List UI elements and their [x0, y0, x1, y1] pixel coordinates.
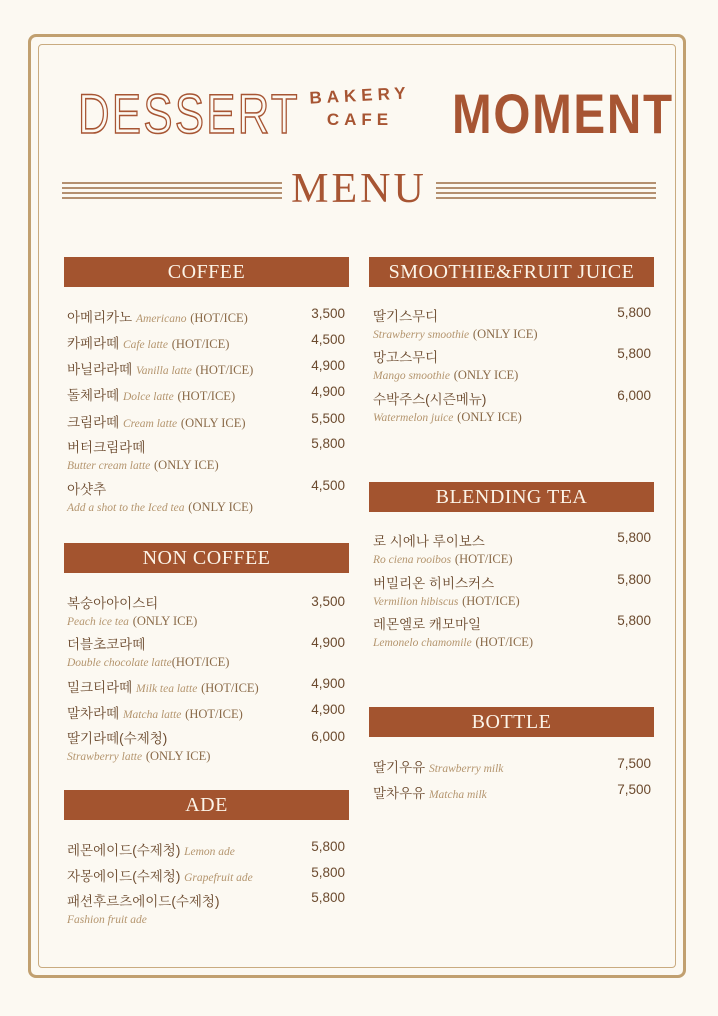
- title-rule-right: [436, 182, 656, 202]
- title-rule-left: [62, 182, 282, 202]
- menu-price: 4,900: [311, 635, 345, 650]
- menu-item: 바닐라라떼 Vanilla latte (HOT/ICE): [67, 362, 254, 377]
- menu-item: 버터크림라떼 Butter cream latte (ONLY ICE): [67, 440, 219, 472]
- menu-item: 복숭아아이스티 Peach ice tea (ONLY ICE): [67, 596, 198, 628]
- menu-price: 5,800: [311, 839, 345, 854]
- section-noncoffee-header: NON COFFEE: [64, 543, 349, 573]
- menu-item: 망고스무디 Mango smoothie (ONLY ICE): [373, 350, 519, 382]
- menu-item: 수박주스(시즌메뉴) Watermelon juice (ONLY ICE): [373, 392, 522, 424]
- menu-item: 돌체라떼 Dolce latte (HOT/ICE): [67, 388, 236, 403]
- menu-item: 딸기우유 Strawberry milk: [373, 760, 504, 775]
- menu-price: 4,500: [311, 478, 345, 493]
- menu-item: 로 시에나 루이보스 Ro ciena rooibos (HOT/ICE): [373, 534, 513, 566]
- menu-price: 5,800: [617, 346, 651, 361]
- menu-price: 5,500: [311, 411, 345, 426]
- menu-item: 아샷추 Add a shot to the Iced tea (ONLY ICE): [67, 482, 253, 514]
- menu-price: 5,800: [617, 530, 651, 545]
- menu-item: 버밀리온 히비스커스 Vermilion hibiscus (HOT/ICE): [373, 576, 520, 608]
- menu-price: 6,000: [311, 729, 345, 744]
- menu-price: 6,000: [617, 388, 651, 403]
- brand-bakery-cafe: [308, 83, 412, 130]
- menu-item: 카페라떼 Cafe latte (HOT/ICE): [67, 336, 230, 351]
- menu-item: 아메리카노 Americano (HOT/ICE): [67, 310, 248, 325]
- brand-moment: MOMENT: [452, 82, 674, 145]
- menu-item: 말차라떼 Matcha latte (HOT/ICE): [67, 706, 243, 721]
- menu-price: 5,800: [311, 890, 345, 905]
- menu-price: 5,800: [311, 436, 345, 451]
- section-smoothie-header: SMOOTHIE&FRUIT JUICE: [369, 257, 654, 287]
- menu-item: 자몽에이드(수제청) Grapefruit ade: [67, 869, 253, 884]
- menu-price: 5,800: [311, 865, 345, 880]
- menu-price: 7,500: [617, 756, 651, 771]
- menu-price: 4,900: [311, 358, 345, 373]
- menu-item: 레몬에이드(수제청) Lemon ade: [67, 843, 235, 858]
- menu-item: 더블초코라떼 Double chocolate latte(HOT/ICE): [67, 637, 230, 669]
- menu-price: 5,800: [617, 613, 651, 628]
- menu-price: 4,900: [311, 702, 345, 717]
- brand-dessert: DESSERT: [78, 82, 300, 145]
- menu-price: 4,900: [311, 676, 345, 691]
- brand-cafe: CAFE: [326, 110, 394, 129]
- menu-price: 7,500: [617, 782, 651, 797]
- section-coffee-header: COFFEE: [64, 257, 349, 287]
- brand-bakery: BAKERY: [308, 83, 411, 108]
- menu-item: 밀크티라떼 Milk tea latte (HOT/ICE): [67, 680, 259, 695]
- section-tea-header: BLENDING TEA: [369, 482, 654, 512]
- menu-title: MENU: [291, 166, 427, 212]
- menu-item: 말차우유 Matcha milk: [373, 786, 487, 801]
- menu-price: 5,800: [617, 572, 651, 587]
- menu-price: 4,900: [311, 384, 345, 399]
- menu-item: 크림라떼 Cream latte (ONLY ICE): [67, 415, 246, 430]
- menu-price: 5,800: [617, 305, 651, 320]
- menu-price: 4,500: [311, 332, 345, 347]
- section-ade-header: ADE: [64, 790, 349, 820]
- menu-price: 3,500: [311, 594, 345, 609]
- menu-item: 레몬엘로 캐모마일 Lemonelo chamomile (HOT/ICE): [373, 617, 534, 649]
- menu-item: 패션후르츠에이드(수제청) Fashion fruit ade: [67, 894, 220, 926]
- menu-item: 딸기라떼(수제청) Strawberry latte (ONLY ICE): [67, 731, 211, 763]
- section-bottle-header: BOTTLE: [369, 707, 654, 737]
- menu-price: 3,500: [311, 306, 345, 321]
- menu-item: 딸기스무디 Strawberry smoothie (ONLY ICE): [373, 309, 538, 341]
